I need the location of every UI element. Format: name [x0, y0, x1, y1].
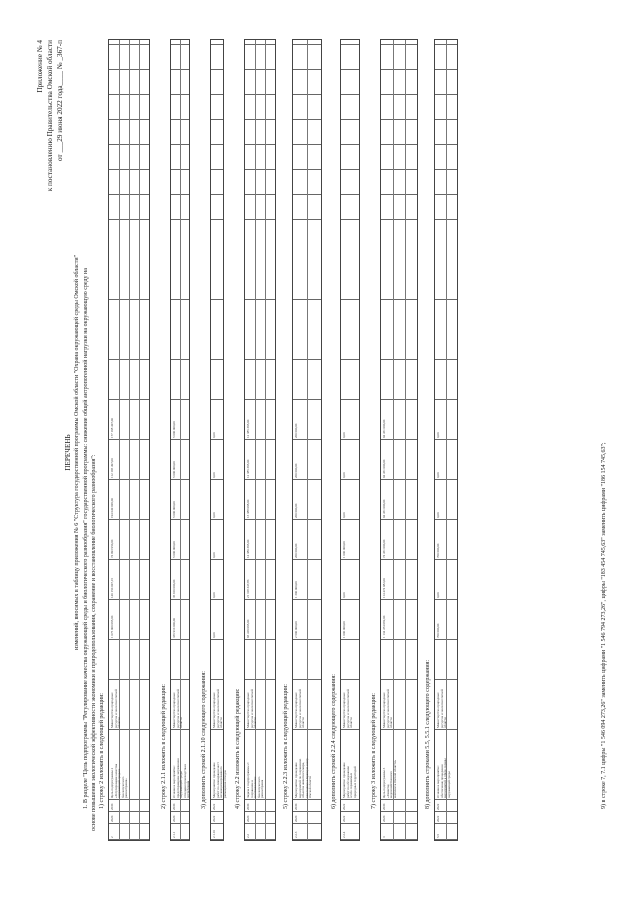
amount-cell: 0,00	[436, 472, 440, 478]
amount-cell: 5 000 000,00	[172, 461, 176, 478]
table-column-divider	[245, 69, 275, 70]
table-column-divider	[341, 169, 359, 170]
table-column-divider	[245, 119, 275, 120]
amount-cell: 36 910 000,00	[172, 579, 176, 598]
row-number-cell: 3	[382, 836, 386, 838]
table-column-divider	[381, 69, 417, 70]
table-column-divider	[211, 399, 223, 400]
table-column-divider	[245, 559, 275, 560]
amendment-table	[292, 39, 322, 841]
start-year-cell: 2020	[172, 815, 176, 822]
table-column-divider	[381, 799, 417, 800]
table-column-divider	[341, 399, 359, 400]
row-number-cell: 2.1.1	[172, 831, 176, 838]
amendment-table	[108, 39, 150, 841]
table-column-divider	[211, 823, 223, 824]
row-description-cell: Мероприятие: проведение работ по обследованию особо охраняемых природных территорий	[342, 762, 357, 798]
amount-cell: 0,00	[212, 432, 216, 438]
amendment-item-caption: 4) строку 2.2 изложить в следующей редакции:	[235, 688, 241, 809]
table-column-divider	[341, 559, 359, 560]
decree-date-line: от ___29 июня 2022 года____ № _367-п	[56, 40, 64, 161]
amount-cell: 94 451 000,00	[382, 499, 386, 518]
start-year-cell: 2022	[342, 815, 346, 822]
end-year-cell: 2022	[212, 803, 216, 810]
amendment-item-caption: 5) строку 2.2.3 изложить в следующей редакции:	[283, 684, 289, 809]
table-column-divider	[381, 144, 417, 145]
table-column-divider	[211, 94, 223, 95]
table-column-divider	[211, 519, 223, 520]
start-year-cell: 2020	[382, 815, 386, 822]
table-column-divider	[381, 44, 417, 45]
table-column-divider	[381, 519, 417, 520]
amount-cell: 2 600 000,00	[294, 621, 298, 638]
row-description-cell: Цель подпрограммы 3 «Развитие водохозяйственного комплекса Омской области»	[382, 759, 397, 798]
row-description-cell: Мероприятие: проведение работ по ликвидации мест несанкционированного размещения отходов	[212, 762, 227, 798]
table-column-divider	[341, 519, 359, 520]
row-owner-cell: Министерство природных ресурсов и экологии Омской области	[246, 689, 258, 728]
table-column-divider	[245, 44, 275, 45]
start-year-cell: 2020	[294, 815, 298, 822]
table-column-divider	[245, 679, 275, 680]
table-column-divider	[341, 69, 359, 70]
table-column-divider	[381, 169, 417, 170]
row-description-cell: Цель подпрограммы 2 «Регулирование качества окружающей среды и биологического разнообразия»	[110, 763, 129, 798]
table-column-divider	[381, 679, 417, 680]
amount-cell: 5 000 000,00	[172, 421, 176, 438]
table-column-divider	[245, 169, 275, 170]
amount-cell: 0,00	[436, 512, 440, 518]
amendment-table	[434, 39, 458, 841]
table-column-divider	[341, 729, 359, 730]
end-year-cell: 2030	[172, 803, 176, 810]
table-column-divider	[381, 194, 417, 195]
amount-cell: 200 000,00	[294, 543, 298, 558]
amount-cell: 94 451 000,00	[382, 459, 386, 478]
paragraph-1-intro: 1. В разделе "Цель подпрограммы "Регулирование качества окружающей среды и биологического разнообразия" государственной программы: снижение общей антропогенной нагрузки на окружающую среду на	[83, 268, 89, 809]
table-column-divider	[245, 729, 275, 730]
amount-cell: 1 000 000,00	[342, 541, 346, 558]
table-column-divider	[211, 299, 223, 300]
row-number-cell: 2.2.3	[294, 831, 298, 838]
table-column-divider	[245, 299, 275, 300]
amount-cell: 14 380 395,00	[246, 539, 250, 558]
end-year-cell: 2030	[246, 803, 250, 810]
amount-cell: 0,00	[212, 552, 216, 558]
table-column-divider	[245, 811, 275, 812]
amount-cell: 700 000,00	[436, 543, 440, 558]
table-column-divider	[211, 169, 223, 170]
table-column-divider	[341, 94, 359, 95]
amount-cell: 0,00	[212, 632, 216, 638]
amendment-table	[210, 39, 227, 841]
amount-cell: 12 385 395,00	[246, 459, 250, 478]
table-column-divider	[381, 479, 417, 480]
end-year-cell: 2030	[294, 803, 298, 810]
end-year-cell: 2022	[436, 803, 440, 810]
table-row-divider	[139, 40, 140, 840]
table-column-divider	[381, 639, 417, 640]
amount-cell: 0,00	[436, 592, 440, 598]
table-column-divider	[211, 799, 223, 800]
amount-cell: 200 000,00	[294, 463, 298, 478]
table-column-divider	[211, 359, 223, 360]
table-column-divider	[245, 194, 275, 195]
amount-cell: 0,00	[342, 512, 346, 518]
row-description-cell: Мероприятие: проведение мероприятий по сохранению объектов животного мира, занесенных в Красную книгу Омской области	[294, 758, 313, 798]
amendment-item-caption: 8) дополнить строками 5.5, 5.5.1 следующего содержания:	[425, 659, 431, 809]
amount-cell: 1 134 474 082,00	[382, 615, 386, 638]
table-column-divider	[245, 439, 275, 440]
table-column-divider	[211, 439, 223, 440]
decree-line: к постановлению Правительства Омской области	[46, 40, 54, 192]
end-year-cell: 2030	[382, 803, 386, 810]
table-column-divider	[211, 679, 223, 680]
amount-cell: 200 000,00	[294, 423, 298, 438]
amount-cell: 1 000 000,00	[342, 621, 346, 638]
start-year-cell: 2022	[212, 815, 216, 822]
table-column-divider	[245, 219, 275, 220]
table-column-divider	[211, 144, 223, 145]
table-column-divider	[245, 399, 275, 400]
amount-cell: 0,00	[212, 472, 216, 478]
paragraph-1-intro-cont: основе повышения экологической эффективности экономики и природопользования, сохранение и восстановление биологического разнообразия":	[91, 454, 97, 831]
row-owner-cell: Министерство природных ресурсов и экологии Омской области	[172, 689, 184, 728]
row-number-cell: 5.5	[436, 834, 440, 838]
amendment-table	[244, 39, 276, 841]
table-column-divider	[381, 729, 417, 730]
table-column-divider	[381, 119, 417, 120]
amount-cell: 0,00	[342, 432, 346, 438]
table-column-divider	[245, 599, 275, 600]
row-description-cell: Основное мероприятие: обеспечение проведения мероприятий в сфере охраны окружающей среды	[436, 758, 451, 798]
table-column-divider	[341, 299, 359, 300]
table-column-divider	[381, 299, 417, 300]
table-column-divider	[245, 839, 275, 840]
amount-cell: 200 000,00	[294, 503, 298, 518]
row-number-cell: 2	[110, 836, 114, 838]
amount-cell: 74 451 000,00	[382, 539, 386, 558]
row-number-cell: 2.2	[246, 834, 250, 838]
amendment-table	[340, 39, 360, 841]
table-column-divider	[341, 639, 359, 640]
amount-cell: 0,00	[342, 592, 346, 598]
amount-cell: 0,00	[342, 472, 346, 478]
table-column-divider	[341, 799, 359, 800]
table-column-divider	[211, 194, 223, 195]
table-row-divider	[265, 40, 266, 840]
end-year-cell: 2030	[110, 803, 114, 810]
table-column-divider	[381, 599, 417, 600]
table-column-divider	[341, 823, 359, 824]
table-column-divider	[341, 679, 359, 680]
amendment-item-caption: 7) строку 3 изложить в следующей редакции:	[371, 693, 377, 809]
table-row-divider	[129, 40, 130, 840]
table-row-divider	[307, 40, 308, 840]
amendment-item-caption: 2) строку 2.1.1 изложить в следующей редакции:	[161, 684, 167, 809]
amount-cell: 177 198 497,00	[110, 418, 114, 438]
amendment-table	[380, 39, 418, 841]
table-column-divider	[245, 519, 275, 520]
table-column-divider	[381, 359, 417, 360]
amount-cell: 336 910 000,00	[172, 618, 176, 638]
table-column-divider	[245, 144, 275, 145]
table-column-divider	[245, 639, 275, 640]
amount-cell: 0,00	[212, 512, 216, 518]
amount-cell: 0,00	[436, 432, 440, 438]
table-column-divider	[211, 119, 223, 120]
table-column-divider	[381, 219, 417, 220]
amount-cell: 5 000 000,00	[172, 541, 176, 558]
table-column-divider	[211, 839, 223, 840]
table-column-divider	[211, 729, 223, 730]
amount-cell: 0,00	[212, 592, 216, 598]
table-column-divider	[341, 44, 359, 45]
amount-cell: 94 451 000,00	[382, 419, 386, 438]
start-year-cell: 2020	[246, 815, 250, 822]
start-year-cell: 2020	[110, 815, 114, 822]
table-column-divider	[341, 811, 359, 812]
amount-cell: 114 474 082,00	[382, 578, 386, 598]
row-number-cell: 2.2.4	[342, 831, 346, 838]
table-column-divider	[245, 823, 275, 824]
table-column-divider	[341, 439, 359, 440]
end-year-cell: 2022	[342, 803, 346, 810]
item-9: 9) в строке 7, 7.1 цифры "1 546 094 273,26" заменить цифрами "1 546 794 273,26", цифры "183 454 745,63" заменить цифрами "186 154 745,63";	[601, 442, 607, 809]
amount-cell: 5 000 000,00	[172, 501, 176, 518]
row-description-cell: Задача 2 подпрограммы 2: сохранение и восстановление биологического разнообразия	[246, 762, 265, 798]
table-column-divider	[341, 359, 359, 360]
row-owner-cell: Министерство природных ресурсов и экологии Омской области	[110, 689, 122, 728]
table-column-divider	[211, 69, 223, 70]
amendment-item-caption: 3) дополнить строкой 2.1.10 следующего содержания:	[201, 671, 207, 809]
row-owner-cell: Министерство природных ресурсов и экологии Омской области	[382, 689, 394, 728]
start-year-cell: 2022	[436, 815, 440, 822]
table-column-divider	[341, 144, 359, 145]
table-column-divider	[341, 219, 359, 220]
document-heading: ПЕРЕЧЕНЬ	[64, 434, 72, 471]
row-owner-cell: Министерство природных ресурсов и экологии Омской области	[436, 689, 448, 728]
row-owner-cell: Министерство природных ресурсов и экологии Омской области	[294, 689, 306, 728]
appendix-label: Приложение № 4	[36, 40, 44, 93]
amount-cell: 93 419 095,00	[246, 619, 250, 638]
row-number-cell: 2.1.10	[212, 830, 216, 838]
amount-cell: 21 318 347,86	[246, 579, 250, 598]
row-description-cell: Основное мероприятие: предотвращение загрязнения окружающей среды отходами производства и потребления	[172, 758, 191, 798]
amount-cell: 112 195 497,00	[110, 458, 114, 478]
table-column-divider	[245, 479, 275, 480]
table-column-divider	[211, 559, 223, 560]
table-column-divider	[381, 399, 417, 400]
table-row-divider	[405, 40, 406, 840]
amendment-table	[170, 39, 190, 841]
amount-cell: 700 000,00	[436, 623, 440, 638]
table-column-divider	[245, 359, 275, 360]
table-column-divider	[381, 823, 417, 824]
table-column-divider	[245, 94, 275, 95]
amount-cell: 12 385 395,00	[246, 419, 250, 438]
table-column-divider	[211, 44, 223, 45]
table-column-divider	[381, 559, 417, 560]
amount-cell: 13 388 098,00	[246, 499, 250, 518]
amendment-item-caption: 1) строку 2 изложить в следующей редакции:	[99, 693, 105, 809]
amount-cell: 140 150 097,16	[110, 578, 114, 598]
table-column-divider	[341, 599, 359, 600]
table-column-divider	[211, 811, 223, 812]
table-column-divider	[381, 94, 417, 95]
table-column-divider	[211, 479, 223, 480]
amount-cell: 74 093 950,00	[110, 539, 114, 558]
table-column-divider	[341, 119, 359, 120]
table-column-divider	[381, 839, 417, 840]
table-column-divider	[211, 219, 223, 220]
table-column-divider	[381, 439, 417, 440]
row-owner-cell: Министерство природных ресурсов и экологии Омской области	[212, 689, 224, 728]
amount-cell: 194 049 096,00	[110, 498, 114, 518]
document-subtitle: изменений, вносимых в таблицу приложения № 6 "Структура государственной программы Омской области "Охрана окружающей среды Омской области"	[74, 255, 80, 651]
table-column-divider	[341, 839, 359, 840]
table-column-divider	[245, 799, 275, 800]
amount-cell: 1 300 000,00	[294, 581, 298, 598]
amendment-item-caption: 6) дополнить строкой 2.2.4 следующего содержания:	[331, 674, 337, 809]
table-column-divider	[341, 479, 359, 480]
table-column-divider	[211, 599, 223, 600]
table-column-divider	[341, 194, 359, 195]
amount-cell: 1 075 000 095,00	[110, 615, 114, 638]
table-column-divider	[381, 811, 417, 812]
row-owner-cell: Министерство природных ресурсов и экологии Омской области	[342, 689, 354, 728]
table-column-divider	[211, 639, 223, 640]
